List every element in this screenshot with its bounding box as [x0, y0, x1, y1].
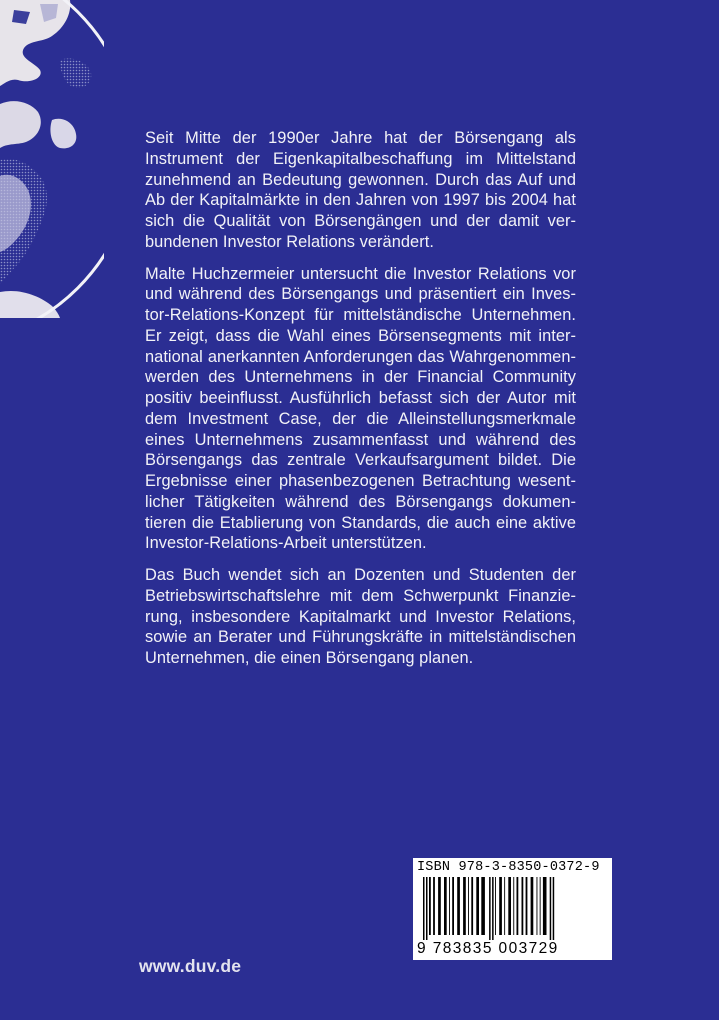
barcode-bar — [550, 877, 552, 943]
barcode-bar — [489, 877, 491, 943]
barcode-bar — [508, 877, 511, 935]
barcode-bar — [423, 877, 425, 943]
blurb-paragraph-2: Malte Huchzermeier untersucht die Investor Relations vor und während des Börsengangs und präsentiert ein Investor-Relations-Konzept für mittelständische Unternehmen. Er zeigt, dass die Wahl eines Börsensegments mit international anerkannten Anforderungen das Wahrgenommenwerden des Unternehmens in der Financial Community positiv beeinflusst. Ausführlich befasst sich der Autor mit dem Investment Case, der die Alleinstellungsmerkmale eines Unternehmens zusammenfasst und während des Börsengangs das zentrale Verkaufsargument bildet. Die Ergebnisse einer phasenbezogenen Betrachtung wesentlicher Tätigkeiten während des Börsengangs dokumentieren die Etablierung von Standards, die auch eine aktive Investor-Relations-Arbeit unterstützen. — [145, 264, 576, 553]
barcode-bar — [452, 877, 454, 935]
barcode-bar — [426, 877, 428, 943]
barcode-bar — [433, 877, 435, 935]
barcode-bar — [449, 877, 450, 935]
barcode-bar — [457, 877, 460, 935]
barcode-bar — [553, 877, 555, 943]
isbn-barcode — [413, 858, 612, 960]
ean-digits: 9 783835 003729 — [417, 940, 609, 958]
barcode-bar — [540, 877, 541, 935]
barcode-bar — [471, 877, 473, 935]
barcode-bar — [468, 877, 469, 935]
barcode-bar — [429, 877, 431, 935]
globe-image — [0, 0, 104, 318]
barcode-bar — [463, 877, 466, 935]
barcode-bar — [499, 877, 502, 935]
barcode-bar — [481, 877, 485, 935]
barcode-bar — [476, 877, 479, 935]
blurb-paragraph-3: Das Buch wendet sich an Dozenten und Studenten der Betriebswirtschaftslehre mit dem Schwerpunkt Finanzierung, insbesondere Kapitalmarkt und Investor Relations, sowie an Berater und Führungskräfte in mittelständischen Unternehmen, die einen Börsengang planen. — [145, 566, 576, 667]
isbn-label: ISBN 978-3-8350-0372-9 — [417, 860, 600, 875]
barcode-bar — [504, 877, 505, 935]
barcode-bar — [526, 877, 528, 935]
barcode-bar — [543, 877, 547, 935]
globe-illustration — [0, 0, 104, 318]
barcode-bar — [444, 877, 447, 935]
back-cover-blurb — [145, 128, 576, 680]
barcode-bar — [517, 877, 519, 935]
barcode-bar — [522, 877, 524, 935]
barcode-bar — [438, 877, 441, 935]
barcode-bar — [537, 877, 538, 935]
barcode-bar — [513, 877, 514, 935]
publisher-url[interactable]: www.duv.de — [139, 956, 242, 976]
barcode-bar — [492, 877, 494, 943]
barcode-bars — [415, 877, 610, 943]
barcode-bar — [495, 877, 496, 935]
blurb-paragraph-1: Seit Mitte der 1990er Jahre hat der Börsengang als Instrument der Eigenkapitalbeschaffung im Mittelstand zunehmend an Bedeutung gewonnen. Durch das Auf und Ab der Kapitalmärkte in den Jahren von 1997 bis 2004 hat sich die Qualität von Börsengängen und der damit verbundenen Investor Relations verändert. — [145, 129, 576, 251]
barcode-bar — [531, 877, 534, 935]
